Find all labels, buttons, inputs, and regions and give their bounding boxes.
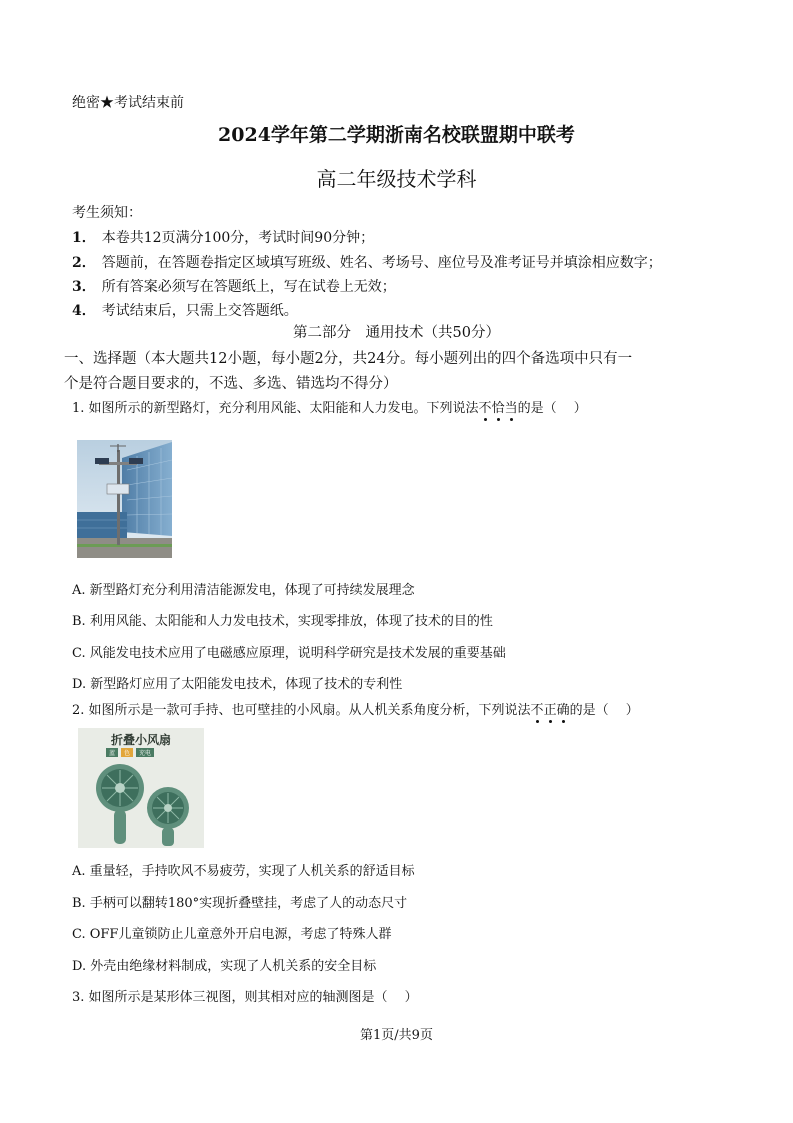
question-1-option-b[interactable]: B. 利用风能、太阳能和人力发电技术，实现零排放，体现了技术的目的性	[72, 614, 493, 629]
question-1-stem: 1. 如图所示的新型路灯，充分利用风能、太阳能和人力发电。下列说法不恰当的是（ ）	[72, 397, 587, 416]
notice-rule: 3． 所有答案必须写在答题纸上，写在试卷上无效；	[72, 279, 396, 295]
folding-fan-image	[78, 728, 204, 848]
street-lamp-image	[77, 440, 172, 558]
question-1-option-c[interactable]: C. 风能发电技术应用了电磁感应原理，说明科学研究是技术发展的重要基础	[72, 646, 506, 661]
fan-illustration	[78, 758, 204, 848]
fan-image-tag: 蓝	[106, 748, 118, 757]
section-instructions-cont: 个是符合题目要求的，不选、多选、错选均不得分）	[64, 376, 398, 392]
notice-heading: 考生须知：	[72, 205, 142, 221]
question-2-option-d[interactable]: D. 外壳由绝缘材料制成，实现了人机关系的安全目标	[72, 959, 377, 974]
exam-subtitle: 高二年级技术学科	[316, 167, 477, 191]
secret-label: 绝密★考试结束前	[72, 95, 184, 111]
notice-rule: 1． 本卷共12页满分100分，考试时间90分钟；	[72, 230, 375, 246]
section-instructions: 一、选择题（本大题共12小题，每小题2分，共24分。每小题列出的四个备选项中只有一	[64, 351, 633, 367]
notice-rule: 2． 答题前，在答题卷指定区域填写班级、姓名、考场号、座位号及准考证号并填涂相应数字；	[72, 255, 662, 271]
question-2-option-c[interactable]: C. OFF儿童锁防止儿童意外开启电源，考虑了特殊人群	[72, 927, 392, 942]
fan-image-tag: 充电	[136, 748, 154, 757]
page-footer: 第1页/共9页	[360, 1028, 433, 1043]
question-1-option-d[interactable]: D. 新型路灯应用了太阳能发电技术，体现了技术的专利性	[72, 677, 403, 692]
fan-image-title: 折叠小风扇	[110, 733, 171, 747]
fan-image-tag: 色	[121, 748, 133, 757]
exam-title: 2024学年第二学期浙南名校联盟期中联考	[218, 124, 575, 146]
question-2-stem: 2. 如图所示是一款可手持、也可壁挂的小风扇。从人机关系角度分析，下列说法不正确的是（ ）	[72, 699, 639, 718]
notice-rule: 4． 考试结束后，只需上交答题纸。	[72, 303, 298, 319]
part-heading: 第二部分 通用技术（共50分）	[293, 325, 500, 341]
question-2-option-b[interactable]: B. 手柄可以翻转180°实现折叠壁挂，考虑了人的动态尺寸	[72, 896, 408, 911]
question-2-option-a[interactable]: A. 重量轻，手持吹风不易疲劳，实现了人机关系的舒适目标	[72, 864, 415, 879]
question-3-stem: 3. 如图所示是某形体三视图，则其相对应的轴测图是（ ）	[72, 990, 418, 1005]
question-1-option-a[interactable]: A. 新型路灯充分利用清洁能源发电，体现了可持续发展理念	[72, 583, 415, 598]
